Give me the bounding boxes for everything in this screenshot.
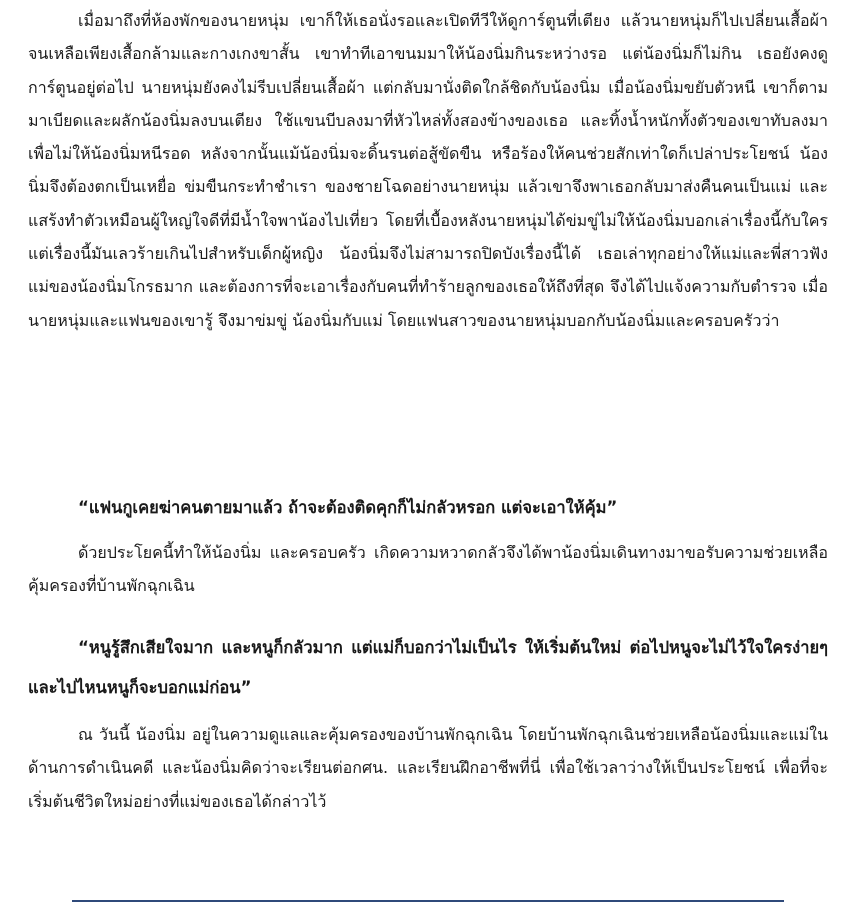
- body-paragraph-seeking-help: ด้วยประโยคนี้ทำให้น้องนิ่ม และครอบครัว เกิดความหวาดกลัวจึงได้พาน้องนิ่มเดินทางมาขอรับความช่วยเหลือคุ้มครองที่บ้านพักฉุกเฉิน: [28, 543, 828, 596]
- quote-victim-statement: “หนูรู้สึกเสียใจมาก และหนูก็กลัวมาก แต่แม่ก็บอกว่าไม่เป็นไร ให้เริ่มต้นใหม่ ต่อไปหนูจะไม่ไว้ใจใครง่ายๆ และไปไหนหนูก็จะบอกแม่ก่อน”: [28, 638, 828, 697]
- body-paragraph-current-status: ณ วันนี้ น้องนิ่ม อยู่ในความดูแลและคุ้มครองของบ้านพักฉุกเฉิน โดยบ้านพักฉุกเฉินช่วยเหลือน้องนิ่มและแม่ในด้านการดำเนินคดี และน้องนิ่มคิดว่าจะเรียนต่อกศน. และเรียนฝึกอาชีพที่นี่ เพื่อใช้เวลาว่างให้เป็นประโยชน์ เพื่อที่จะเริ่มต้นชีวิตใหม่อย่างที่แม่ของเธอได้กล่าวไว้: [28, 725, 828, 811]
- footer-divider: [72, 900, 784, 902]
- quote-threat: “แฟนกูเคยฆ่าคนตายมาแล้ว ถ้าจะต้องติดคุกก็ไม่กลัวหรอก แต่จะเอาให้คุ้ม”: [78, 498, 618, 517]
- body-paragraph-incident: เมื่อมาถึงที่ห้องพักของนายหนุ่ม เขาก็ให้เธอนั่งรอและเปิดทีวีให้ดูการ์ตูนที่เตียง แล้วนายหนุ่มก็ไปเปลี่ยนเสื้อผ้าจนเหลือเพียงเสื้อกล้ามและกางเกงขาสั้น เขาทำทีเอาขนมมาให้น้องนิ่มกินระหว่างรอ แต่น้องนิ่มก็ไม่กิน เธอยังคงดูการ์ตูนอยู่ต่อไป นายหนุ่มยังคงไม่รีบเปลี่ยนเสื้อผ้า แต่กลับมานั่งติดใกล้ชิดกับน้องนิ่ม เมื่อน้องนิ่มขยับตัวหนี เขาก็ตามมาเบียดและผลักน้องนิ่มลงบนเตียง ใช้แขนบีบลงมาที่หัวไหล่ทั้งสองข้างของเธอ และทิ้งน้ำหนักทั้งตัวของเขาทับลงมาเพื่อไม่ให้น้องนิ่มหนีรอด หลังจากนั้นแม้น้องนิ่มจะดิ้นรนต่อสู้ขัดขืน หรือร้องให้คนช่วยสักเท่าใดก็เปล่าประโยชน์ น้องนิ่มจึงต้องตกเป็นเหยื่อ ข่มขืนกระทำชำเรา ของชายโฉดอย่างนายหนุ่ม แล้วเขาจึงพาเธอกลับมาส่งคืนคนเป็นแม่ และแสร้งทำตัวเหมือนผู้ใหญ่ใจดีที่มีน้ำใจพาน้องไปเที่ยว โดยที่เบื้องหลังนายหนุ่มได้ข่มขู่ไม่ให้น้องนิ่มบอกเล่าเรื่องนี้กับใคร แต่เรื่องนี้มันเลวร้ายเกินไปสำหรับเด็กผู้หญิง น้องนิ่มจึงไม่สามารถปิดบังเรื่องนี้ได้ เธอเล่าทุกอย่างให้แม่และพี่สาวฟัง แม่ของน้องนิ่มโกรธมาก และต้องการที่จะเอาเรื่องกับคนที่ทำร้ายลูกของเธอให้ถึงที่สุด จึงได้ไปแจ้งความกับตำรวจ เมื่อนายหนุ่มและแฟนของเขารู้ จึงมาข่มขู่ น้องนิ่มกับแม่ โดยแฟนสาวของนายหนุ่มบอกกับน้องนิ่มและครอบครัวว่า: [28, 11, 828, 330]
